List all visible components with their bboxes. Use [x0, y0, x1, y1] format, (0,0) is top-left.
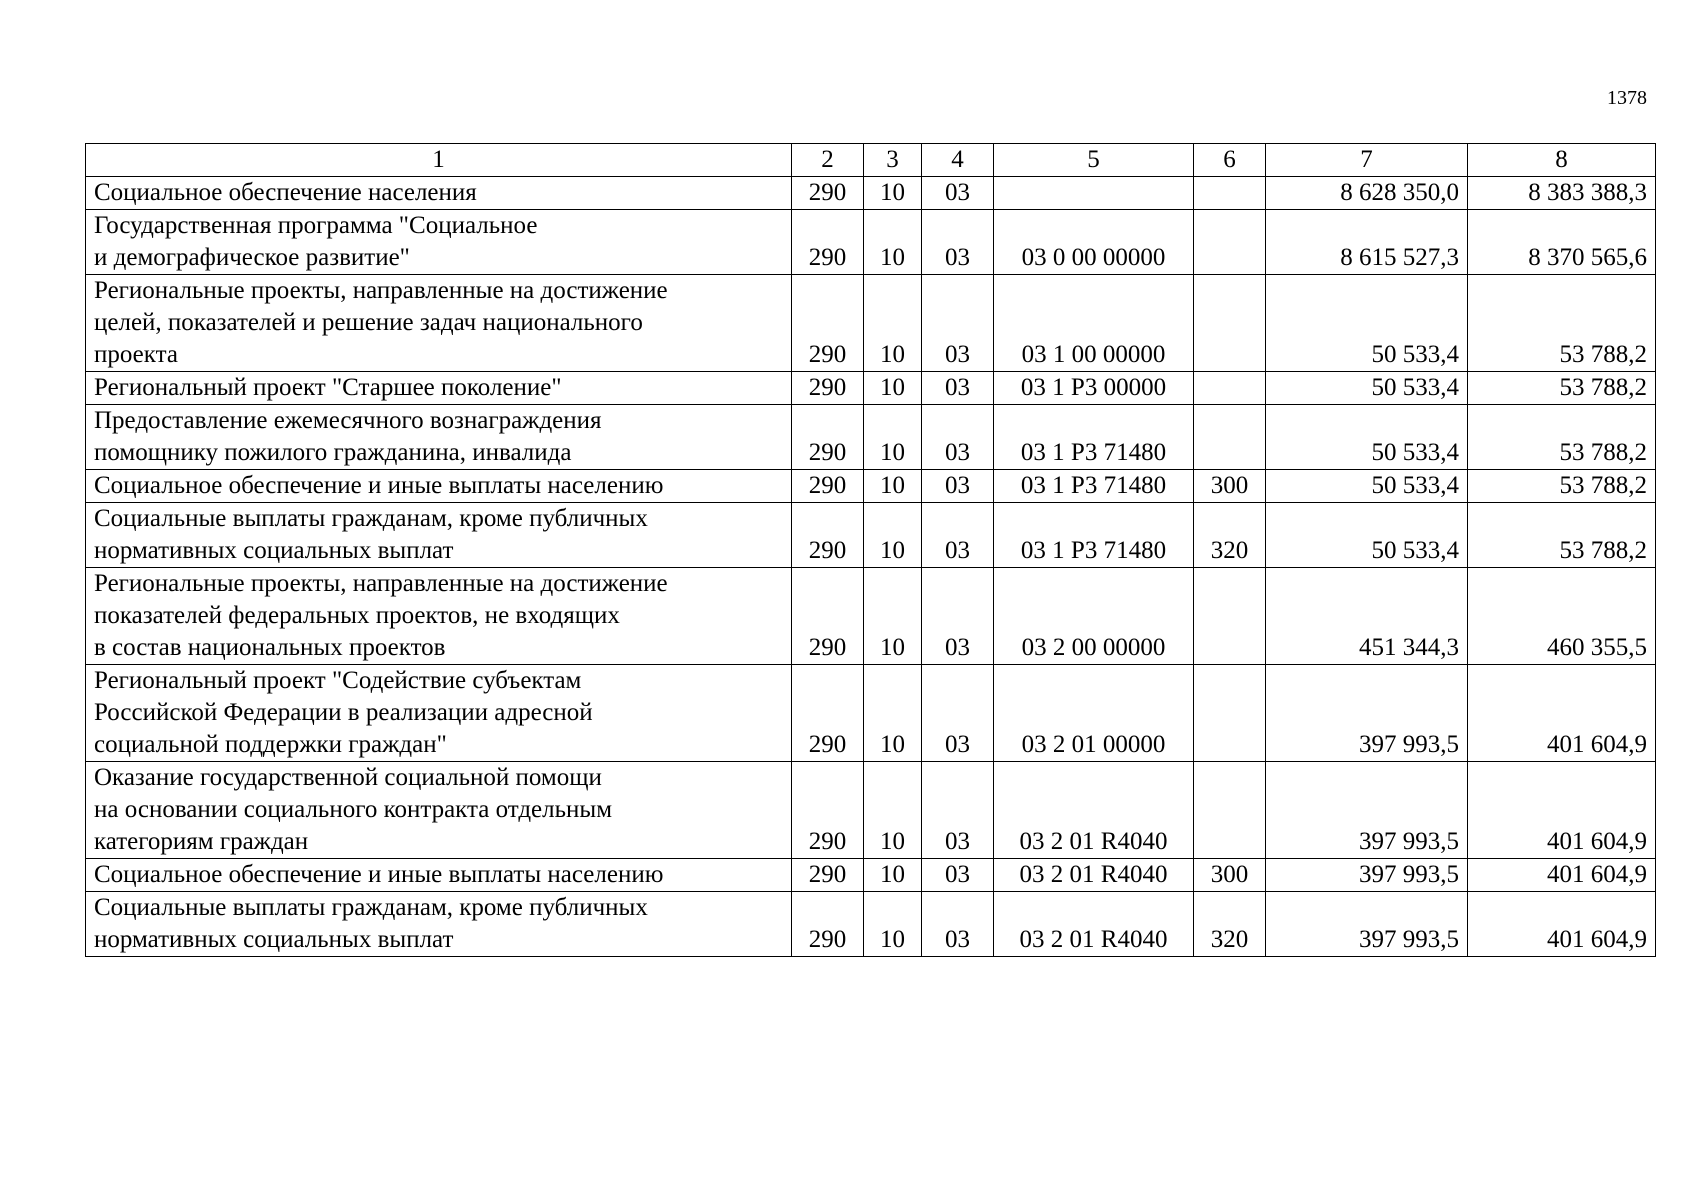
- table-row: [86, 665, 1656, 762]
- amount-year-2-cell: 460 355,5: [1468, 568, 1656, 665]
- section-code-cell: 10: [864, 177, 922, 210]
- table-row: [86, 568, 1656, 665]
- item-name-cell: [86, 275, 792, 372]
- amount-year-1-cell: 397 993,5: [1266, 892, 1468, 957]
- page-number: 1378: [1607, 87, 1647, 109]
- section-code-cell: 10: [864, 470, 922, 503]
- target-article-cell: 03 0 00 00000: [994, 210, 1194, 275]
- amount-year-1-cell: 50 533,4: [1266, 275, 1468, 372]
- subsection-code-cell: 03: [922, 503, 994, 568]
- target-article-cell: [994, 177, 1194, 210]
- item-name-cell: [86, 210, 792, 275]
- item-name-line: категориям граждан: [94, 828, 309, 855]
- amount-year-2-cell: 8 383 388,3: [1468, 177, 1656, 210]
- subsection-code-cell: 03: [922, 405, 994, 470]
- expense-type-cell: [1194, 177, 1266, 210]
- ministry-code-cell: 290: [792, 892, 864, 957]
- amount-year-1-cell: 50 533,4: [1266, 405, 1468, 470]
- expense-type-cell: [1194, 275, 1266, 372]
- item-name-cell: [86, 503, 792, 568]
- subsection-code-cell: 03: [922, 568, 994, 665]
- item-name-line: Региональные проекты, направленные на достижение: [94, 570, 668, 597]
- item-name-line: Российской Федерации в реализации адресной: [94, 699, 593, 726]
- item-name-line: нормативных социальных выплат: [94, 926, 454, 953]
- column-header-6: 6: [1194, 144, 1266, 177]
- amount-year-1-cell: 397 993,5: [1266, 859, 1468, 892]
- subsection-code-cell: 03: [922, 470, 994, 503]
- amount-year-2-cell: 8 370 565,6: [1468, 210, 1656, 275]
- amount-year-2-cell: 401 604,9: [1468, 892, 1656, 957]
- expense-type-cell: 320: [1194, 503, 1266, 568]
- item-name-line: Государственная программа "Социальное: [94, 212, 538, 239]
- table-row: [86, 503, 1656, 568]
- expense-type-cell: [1194, 405, 1266, 470]
- expense-type-cell: 300: [1194, 470, 1266, 503]
- target-article-cell: 03 1 Р3 00000: [994, 372, 1194, 405]
- ministry-code-cell: 290: [792, 372, 864, 405]
- subsection-code-cell: 03: [922, 762, 994, 859]
- amount-year-1-cell: 50 533,4: [1266, 470, 1468, 503]
- section-code-cell: 10: [864, 503, 922, 568]
- subsection-code-cell: 03: [922, 275, 994, 372]
- item-name-cell: [86, 372, 792, 405]
- amount-year-1-cell: 397 993,5: [1266, 762, 1468, 859]
- amount-year-1-cell: 397 993,5: [1266, 665, 1468, 762]
- amount-year-2-cell: 53 788,2: [1468, 470, 1656, 503]
- amount-year-1-cell: 8 615 527,3: [1266, 210, 1468, 275]
- ministry-code-cell: 290: [792, 859, 864, 892]
- table-row: [86, 405, 1656, 470]
- amount-year-2-cell: 53 788,2: [1468, 503, 1656, 568]
- item-name-cell: [86, 892, 792, 957]
- item-name-cell: [86, 470, 792, 503]
- ministry-code-cell: 290: [792, 503, 864, 568]
- item-name-line: Оказание государственной социальной помощи: [94, 764, 602, 791]
- section-code-cell: 10: [864, 859, 922, 892]
- item-name-line: Социальные выплаты гражданам, кроме публичных: [94, 894, 648, 921]
- amount-year-2-cell: 53 788,2: [1468, 372, 1656, 405]
- expense-type-cell: 300: [1194, 859, 1266, 892]
- amount-year-1-cell: 50 533,4: [1266, 372, 1468, 405]
- column-header-8: 8: [1468, 144, 1656, 177]
- subsection-code-cell: 03: [922, 210, 994, 275]
- section-code-cell: 10: [864, 568, 922, 665]
- item-name-line: Социальное обеспечение и иные выплаты населению: [94, 861, 664, 888]
- item-name-cell: [86, 177, 792, 210]
- item-name-cell: [86, 568, 792, 665]
- expense-type-cell: [1194, 568, 1266, 665]
- table-row: [86, 372, 1656, 405]
- target-article-cell: 03 1 Р3 71480: [994, 503, 1194, 568]
- item-name-line: целей, показателей и решение задач национального: [94, 309, 643, 336]
- ministry-code-cell: 290: [792, 568, 864, 665]
- column-header-2: 2: [792, 144, 864, 177]
- section-code-cell: 10: [864, 275, 922, 372]
- item-name-line: в состав национальных проектов: [94, 634, 446, 661]
- subsection-code-cell: 03: [922, 665, 994, 762]
- item-name-line: нормативных социальных выплат: [94, 537, 454, 564]
- table-header: [86, 144, 1656, 177]
- table-row: [86, 892, 1656, 957]
- table-row: [86, 859, 1656, 892]
- subsection-code-cell: 03: [922, 372, 994, 405]
- amount-year-1-cell: 50 533,4: [1266, 503, 1468, 568]
- amount-year-1-cell: 8 628 350,0: [1266, 177, 1468, 210]
- table-row: [86, 275, 1656, 372]
- subsection-code-cell: 03: [922, 177, 994, 210]
- section-code-cell: 10: [864, 762, 922, 859]
- table-row: [86, 210, 1656, 275]
- table-row: [86, 762, 1656, 859]
- item-name-cell: [86, 762, 792, 859]
- item-name-line: помощнику пожилого гражданина, инвалида: [94, 439, 572, 466]
- item-name-line: проекта: [94, 341, 178, 368]
- expense-type-cell: [1194, 665, 1266, 762]
- item-name-line: на основании социального контракта отдельным: [94, 796, 613, 823]
- expense-type-cell: [1194, 372, 1266, 405]
- expense-type-cell: 320: [1194, 892, 1266, 957]
- section-code-cell: 10: [864, 372, 922, 405]
- item-name-line: Региональный проект "Содействие субъектам: [94, 667, 582, 694]
- target-article-cell: 03 1 Р3 71480: [994, 405, 1194, 470]
- amount-year-1-cell: 451 344,3: [1266, 568, 1468, 665]
- item-name-cell: [86, 405, 792, 470]
- amount-year-2-cell: 53 788,2: [1468, 405, 1656, 470]
- amount-year-2-cell: 401 604,9: [1468, 762, 1656, 859]
- ministry-code-cell: 290: [792, 275, 864, 372]
- ministry-code-cell: 290: [792, 177, 864, 210]
- target-article-cell: 03 2 01 00000: [994, 665, 1194, 762]
- amount-year-2-cell: 401 604,9: [1468, 859, 1656, 892]
- item-name-cell: [86, 665, 792, 762]
- expense-type-cell: [1194, 762, 1266, 859]
- item-name-line: Предоставление ежемесячного вознаграждения: [94, 407, 602, 434]
- item-name-line: Социальное обеспечение населения: [94, 179, 477, 206]
- subsection-code-cell: 03: [922, 892, 994, 957]
- item-name-line: Социальное обеспечение и иные выплаты населению: [94, 472, 664, 499]
- ministry-code-cell: 290: [792, 405, 864, 470]
- ministry-code-cell: 290: [792, 210, 864, 275]
- table-body: [86, 177, 1656, 957]
- subsection-code-cell: 03: [922, 859, 994, 892]
- target-article-cell: 03 2 01 R4040: [994, 762, 1194, 859]
- item-name-line: и демографическое развитие": [94, 244, 410, 271]
- item-name-line: Региональный проект "Старшее поколение": [94, 374, 562, 401]
- section-code-cell: 10: [864, 665, 922, 762]
- item-name-line: Региональные проекты, направленные на достижение: [94, 277, 668, 304]
- target-article-cell: 03 2 01 R4040: [994, 859, 1194, 892]
- ministry-code-cell: 290: [792, 665, 864, 762]
- expense-type-cell: [1194, 210, 1266, 275]
- section-code-cell: 10: [864, 405, 922, 470]
- amount-year-2-cell: 401 604,9: [1468, 665, 1656, 762]
- target-article-cell: 03 1 00 00000: [994, 275, 1194, 372]
- column-header-3: 3: [864, 144, 922, 177]
- item-name-cell: [86, 859, 792, 892]
- table-row: [86, 177, 1656, 210]
- item-name-line: социальной поддержки граждан": [94, 731, 447, 758]
- target-article-cell: 03 2 01 R4040: [994, 892, 1194, 957]
- section-code-cell: 10: [864, 892, 922, 957]
- ministry-code-cell: 290: [792, 762, 864, 859]
- amount-year-2-cell: 53 788,2: [1468, 275, 1656, 372]
- item-name-line: показателей федеральных проектов, не входящих: [94, 602, 620, 629]
- ministry-code-cell: 290: [792, 470, 864, 503]
- column-header-5: 5: [994, 144, 1194, 177]
- table-row: [86, 470, 1656, 503]
- target-article-cell: 03 2 00 00000: [994, 568, 1194, 665]
- header-row: [86, 144, 1656, 177]
- column-header-1: 1: [86, 144, 792, 177]
- target-article-cell: 03 1 Р3 71480: [994, 470, 1194, 503]
- column-header-4: 4: [922, 144, 994, 177]
- column-header-7: 7: [1266, 144, 1468, 177]
- budget-table: [85, 143, 1656, 957]
- item-name-line: Социальные выплаты гражданам, кроме публичных: [94, 505, 648, 532]
- section-code-cell: 10: [864, 210, 922, 275]
